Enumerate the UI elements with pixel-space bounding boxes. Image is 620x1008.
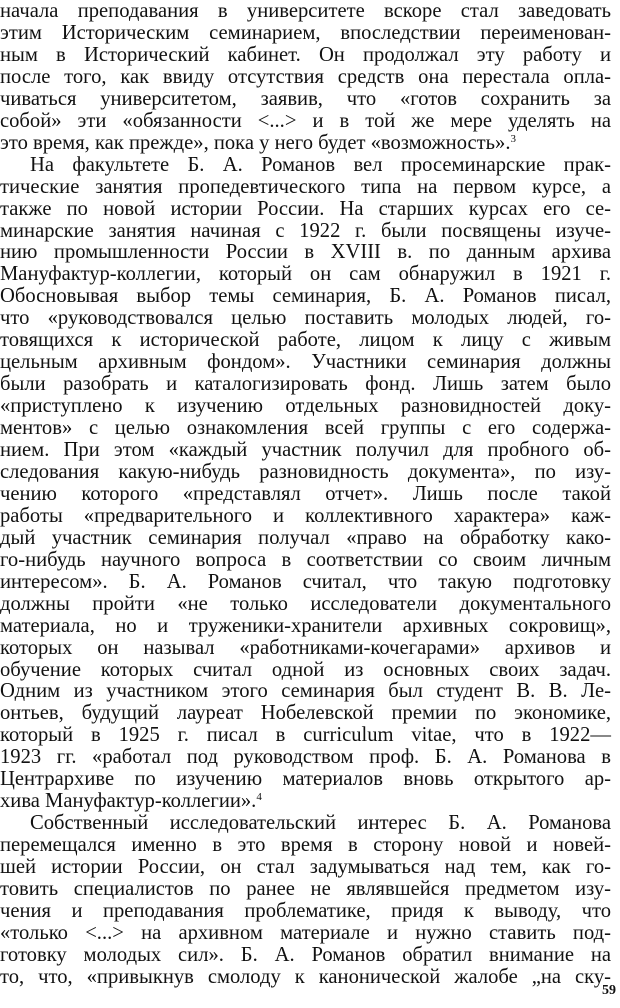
- text-line-content: интересом». Б. А. Романов считал, что такую подготовку: [0, 570, 611, 593]
- text-line-content: после того, как ввиду отсутствия средств она перестала опла-: [0, 65, 611, 88]
- footnote-marker: 4: [256, 791, 262, 804]
- text-line-content: Собственный исследовательский интерес Б. А. Романова: [30, 812, 611, 835]
- text-line-content: то, что, «привыкнув смолоду к канонической жалобе „на ску-: [0, 965, 611, 988]
- text-line-content: Мануфактур-коллегии, который он сам обнаружил в 1921 г.: [0, 263, 611, 286]
- text-line-content: чиваться университетом, заявив, что «готов сохранить за: [0, 87, 611, 110]
- text-line-content: шей истории России, он стал задумываться над тем, как го-: [0, 856, 611, 879]
- text-line-content: го-нибудь научного вопроса в соответствии со своим личным: [0, 548, 611, 571]
- text-line-content: были разобрать и каталогизировать фонд. Лишь затем было: [0, 373, 611, 396]
- text-line-content: которых он называл «работниками-кочегарами» архивов и: [0, 636, 611, 659]
- text-line-content: это время, как прежде», пока у него будет «возможность».: [0, 131, 511, 154]
- text-line-content: нию промышленности России в XVIII в. по данным архива: [0, 241, 611, 264]
- text-line-content: цельным архивным фондом». Участники семинария должны: [0, 351, 611, 374]
- text-line-content: следования какую-нибудь разновидность документа», по изу-: [0, 460, 611, 483]
- text-line-content: должны пройти «не только исследователи документального: [0, 592, 611, 615]
- text-line-content: который в 1925 г. писал в curriculum vitae, что в 1922—: [0, 724, 611, 747]
- text-line-content: Обосновывая выбор темы семинария, Б. А. Романов писал,: [0, 285, 611, 308]
- text-line-content: онтьев, будущий лауреат Нобелевской премии по экономике,: [0, 702, 611, 725]
- text-line-content: что «руководствовался целью поставить молодых людей, го-: [0, 307, 611, 330]
- text-line-content: тические занятия пропедевтического типа на первом курсе, а: [0, 175, 611, 198]
- text-line-content: этим Историческим семинарием, впоследствии переименован-: [0, 21, 611, 44]
- text-line-content: перемещался именно в это время в сторону новой и новей-: [0, 834, 611, 857]
- text-line-content: дый участник семинария получал «право на обработку како-: [0, 526, 611, 549]
- text-line: [0, 964, 611, 990]
- text-line-content: хива Мануфактур-коллегии».: [0, 790, 257, 813]
- text-line-content: На факультете Б. А. Романов вел просеминарские прак-: [30, 153, 611, 176]
- footnote-marker: 3: [510, 132, 516, 145]
- text-line-content: Центрархиве по изучению материалов вновь открытого ар-: [0, 768, 611, 791]
- text-line-content: минарские занятия начиная с 1922 г. были посвящены изуче-: [0, 219, 611, 242]
- text-line-content: обучение которых считал одной из основных своих задач.: [0, 658, 611, 681]
- text-line-content: Одним из участником этого семинария был студент В. В. Ле-: [0, 680, 611, 703]
- text-line-content: собой» эти «обязанности <...> и в той же мере уделять на: [0, 109, 611, 132]
- text-line-content: 1923 гг. «работал под руководством проф. Б. А. Романова в: [0, 746, 611, 769]
- text-line-content: также по новой истории России. На старших курсах его се-: [0, 197, 611, 220]
- text-line-content: материала, но и труженики-хранители архивных сокровищ»,: [0, 614, 611, 637]
- page-number: 59: [602, 983, 616, 998]
- text-line-content: нием. При этом «каждый участник получил для пробного об-: [0, 439, 611, 461]
- text-line-content: товить специалистов по ранее не являвшейся предметом изу-: [0, 878, 611, 900]
- text-line-content: «приступлено к изучению отдельных разновидностей доку-: [0, 395, 611, 418]
- text-line-content: чения и преподавания проблематике, придя к выводу, что: [0, 899, 611, 922]
- text-line-content: работы «предварительного и коллективного характера» каж-: [0, 504, 611, 527]
- text-line-content: ным в Исторический кабинет. Он продолжал эту работу и: [0, 43, 611, 66]
- text-line-content: «только <...> на архивном материале и нужно ставить под-: [0, 921, 611, 944]
- text-line-content: товящихся к исторической работе, лицом к лицу с живым: [0, 329, 611, 352]
- text-line-content: ментов» с целью ознакомления всей группы с его содержа-: [0, 417, 611, 440]
- text-line-content: начала преподавания в университете вскоре стал заведовать: [0, 0, 611, 22]
- text-line-content: готовку молодых сил». Б. А. Романов обратил внимание на: [0, 943, 611, 966]
- text-line-content: чению которого «представлял отчет». Лишь после такой: [0, 482, 611, 505]
